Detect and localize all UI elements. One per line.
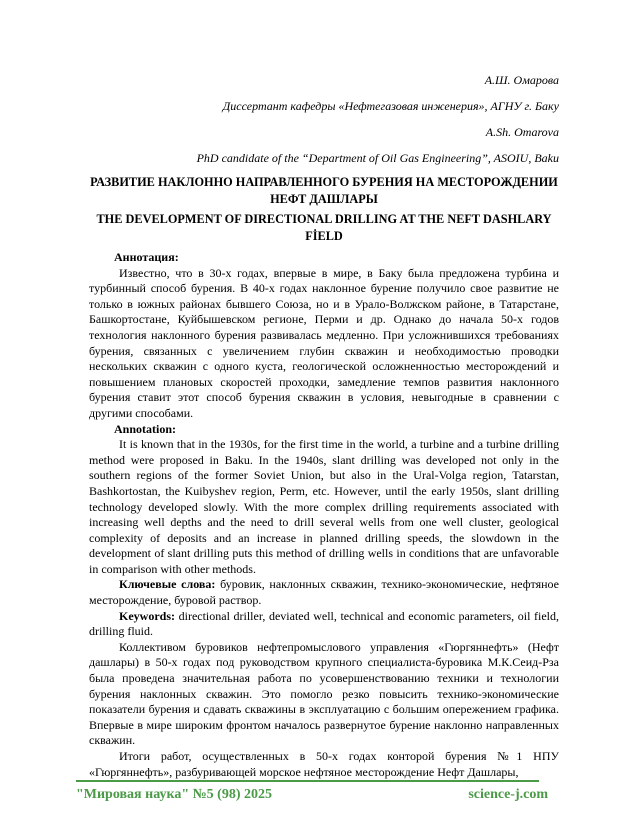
abstract-en-heading: Annotation:	[114, 421, 177, 436]
affiliation-en: PhD candidate of the “Department of Oil Gas Engineering”, ASOIU, Baku	[196, 151, 559, 165]
keywords-ru-text: буровик, наклонных скважин, технико-экономические, нефтяное месторождение, буровой раствор.	[89, 577, 560, 608]
article-body	[89, 250, 559, 780]
keywords-en-label: Keywords:	[119, 608, 175, 623]
title-ru: РАЗВИТИЕ НАКЛОННО НАПРАВЛЕННОГО БУРЕНИЯ НА МЕСТОРОЖДЕНИИ НЕФТ ДАШЛАРЫ	[90, 175, 558, 206]
title-en: THE DEVELOPMENT OF DIRECTIONAL DRILLING AT THE NEFT DASHLARY FİELD	[96, 212, 552, 243]
abstract-ru-text: Известно, что в 30-х годах, впервые в мире, в Баку была предложена турбина и турбинный способ бурения. В 40-х годах наклонное бурение получило свое развитие не только в южных районах бывшего Союза, но и в Урало-Волжском районе, в Татарстане, Башкортостане, Куйбышевском регионе, Перми и др. Однако до начала 50-х годов технология наклонного бурения развивалась медленно. При усложнившихся требованиях бурения, связанных с увеличением глубин скважин и необходимостью проводки нескольких скважин с одного куста, геологической осложненностью месторождений и повышением плановых скоростей проходки, замедление темпов развития наклонного бурения ставит этот способ бурения скважин в условия, невыгодные в сравнении с другими способами.	[89, 265, 559, 420]
journal-name: "Мировая наука" №5 (98) 2025	[76, 787, 272, 802]
author-name-ru: А.Ш. Омарова	[484, 73, 559, 87]
journal-site: science-j.com	[468, 787, 548, 802]
keywords-ru-label: Ключевые слова:	[119, 577, 216, 592]
abstract-en-text: It is known that in the 1930s, for the first time in the world, a turbine and a turbine drilling method were proposed in Baku. In the 1940s, slant drilling was developed not only in the southern regions of the former Soviet Union, but also in the Ural-Volga region, Tatarstan, Bashkortostan, the Kuibyshev region, Perm, etc. However, until the early 1950s, slant drilling technology developed slowly. With the more complex drilling requirements associated with increasing well depths and the need to drill several wells from one well cluster, geological complexity of deposits and an increase in planned drilling speeds, the slowdown in the development of slant drilling puts this method of drilling wells in conditions that are unfavorable in comparison with other methods.	[89, 437, 559, 576]
body-paragraph-1: Коллективом буровиков нефтепромыслового управления «Гюргяннефть» (Нефт дашлары) в 50-х годах под руководством крупного специалиста-буровика М.К.Сеид-Рза была проведена значительная работа по усовершенствованию техники и технологии бурения наклонных скважин. Это помогло резко повысить технико-экономические показатели бурения и сдавать скважины в эксплуатацию с большим опережением графика. Впервые в мире широким фронтом началось развернутое бурение наклонно направленных скважин.	[89, 639, 559, 748]
author-name-en: A.Sh. Omarova	[485, 125, 559, 139]
keywords-en	[89, 609, 559, 640]
keywords-ru	[89, 577, 559, 608]
abstract-ru-heading: Аннотация:	[114, 250, 179, 264]
affiliation-ru: Диссертант кафедры «Нефтегазовая инженерия», АГНУ г. Баку	[222, 99, 559, 113]
body-paragraph-2: Итоги работ, осуществленных в 50-х годах конторой бурения №1 НПУ «Гюргяннефть», разбуривающей морское нефтяное месторождение Нефт Дашлары,	[89, 749, 559, 779]
keywords-en-text: directional driller, deviated well, technical and economic parameters, oil field, drilling fluid.	[89, 608, 560, 639]
footer-divider	[76, 780, 539, 782]
